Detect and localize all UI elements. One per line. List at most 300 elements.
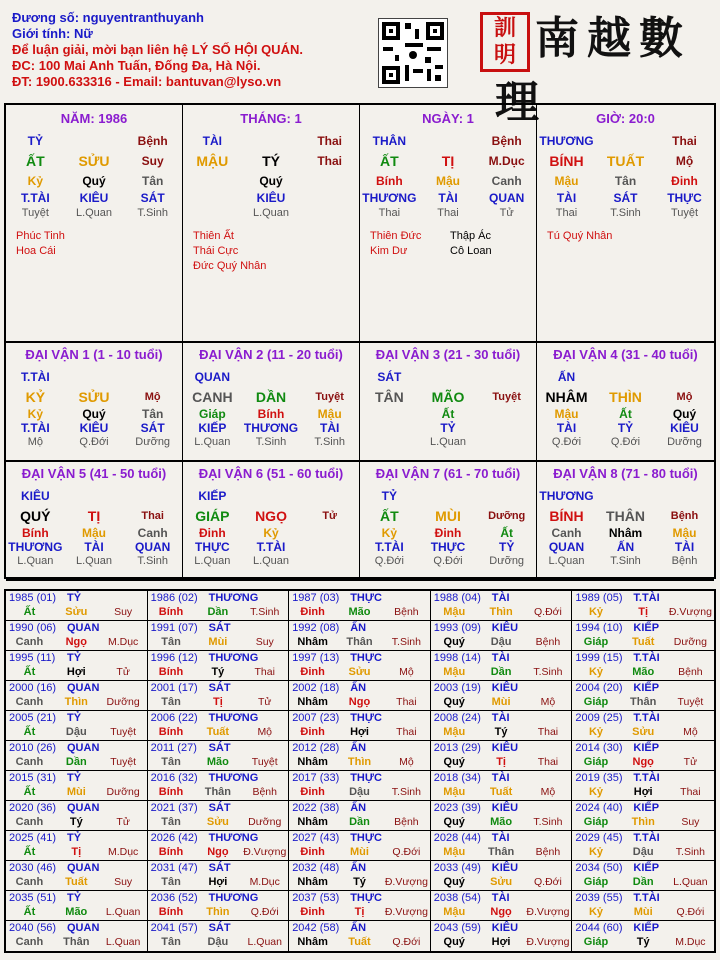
year-phase: Thai — [537, 756, 559, 768]
year-cell[interactable] — [6, 801, 148, 831]
year-label: 1999 (15) — [575, 652, 623, 664]
heavenly-stem: CANH — [192, 389, 233, 405]
year-label: 1998 (14) — [433, 652, 481, 664]
heavenly-stem: MẬU — [196, 153, 229, 169]
year-stem: Canh — [15, 756, 44, 768]
hidden-god: THƯƠNG — [8, 540, 63, 554]
branch-phase: Suy — [141, 154, 164, 168]
gender: Giới tính: Nữ — [12, 26, 93, 41]
heavenly-stem: ẤT — [26, 153, 45, 169]
year-label: 2005 (21) — [9, 712, 57, 724]
year-branch: Tị — [212, 696, 223, 708]
year-cell[interactable] — [431, 801, 573, 831]
year-god: KIẾP — [633, 922, 660, 934]
dai-van-1 — [6, 343, 183, 462]
year-stem: Tân — [161, 636, 181, 648]
year-cell[interactable] — [431, 741, 573, 771]
year-branch: Tuất — [348, 936, 371, 948]
year-branch: Ngọ — [632, 756, 654, 768]
year-branch: Tý — [69, 816, 83, 828]
year-label: 2020 (36) — [9, 802, 57, 814]
year-stem: Mậu — [443, 786, 466, 798]
year-cell[interactable] — [572, 861, 714, 891]
year-phase: Bệnh — [394, 816, 419, 828]
year-branch: Hợi — [208, 876, 228, 888]
hidden-stem: Canh — [491, 174, 522, 188]
branch-phase: Tuyệt — [315, 391, 344, 403]
hidden-god: TỶ — [499, 540, 515, 554]
year-cell[interactable] — [572, 891, 714, 921]
year-stem: Đinh — [300, 606, 325, 618]
hidden-stem: Bính — [22, 526, 49, 540]
hidden-god: SÁT — [140, 191, 165, 205]
year-cell[interactable] — [6, 651, 148, 681]
phone-email[interactable]: ĐT: 1900.633316 - Email: bantuvan@lyso.vn — [12, 74, 282, 89]
year-branch: Thân — [346, 636, 373, 648]
hidden-phase: L.Quan — [429, 436, 467, 448]
year-cell[interactable] — [289, 651, 431, 681]
hidden-phase: Q.Đới — [374, 555, 404, 567]
year-phase: Q.Đới — [250, 906, 279, 918]
hidden-god: TÀI — [320, 421, 340, 435]
year-cell[interactable] — [289, 621, 431, 651]
year-label: 2039 (55) — [575, 892, 623, 904]
hidden-stem: Kỷ — [27, 174, 43, 188]
stem-god: ẤN — [557, 370, 576, 384]
year-cell[interactable] — [572, 831, 714, 861]
year-cell[interactable] — [289, 891, 431, 921]
hidden-phase: L.Quan — [252, 555, 290, 567]
year-branch: Thìn — [206, 906, 230, 918]
hidden-god: KIÊU — [79, 191, 109, 205]
year-god: T.TÀI — [633, 772, 660, 784]
year-stem: Ất — [23, 726, 36, 738]
pillar-day — [360, 105, 537, 343]
year-branch: Hợi — [350, 726, 369, 738]
year-cell[interactable] — [148, 831, 290, 861]
pillar-month — [183, 105, 360, 343]
year-cell[interactable] — [148, 891, 290, 921]
year-branch: Tuất — [65, 876, 88, 888]
year-stem: Giáp — [583, 876, 609, 888]
hidden-stem: Mậu — [436, 174, 460, 188]
star-label: Thiên Ất — [193, 230, 234, 242]
year-cell[interactable] — [148, 921, 290, 951]
year-label: 2034 (50) — [575, 862, 623, 874]
stem-god: KIẾP — [198, 489, 227, 503]
year-god: TỶ — [67, 892, 82, 904]
dai-van-title: ĐẠI VẬN 6 (51 - 60 tuổi) — [198, 466, 344, 481]
year-branch: Dần — [632, 876, 654, 888]
year-branch: Sửu — [348, 666, 371, 678]
year-phase: Q.Đới — [534, 876, 562, 888]
year-cell[interactable] — [6, 861, 148, 891]
year-stem: Đinh — [300, 906, 325, 918]
qr-code-icon[interactable] — [378, 18, 448, 88]
year-cell[interactable] — [431, 771, 573, 801]
year-phase: Tuyệt — [110, 756, 137, 768]
hidden-stem: Tân — [142, 174, 164, 188]
dai-van-title: ĐẠI VẬN 8 (71 - 80 tuổi) — [553, 466, 698, 481]
branch-phase: Dưỡng — [488, 510, 526, 522]
year-label: 2021 (37) — [150, 802, 198, 814]
year-cell[interactable] — [6, 891, 148, 921]
hidden-stem: Mậu — [317, 407, 342, 421]
year-cell[interactable] — [289, 711, 431, 741]
year-stem: Bính — [158, 726, 184, 738]
year-phase: Đ.Vượng — [526, 936, 570, 948]
year-branch: Hợi — [633, 786, 653, 798]
year-cell[interactable] — [6, 771, 148, 801]
dai-van-8 — [537, 462, 714, 581]
header-info — [12, 10, 342, 90]
year-god: KIẾP — [633, 862, 660, 874]
year-cell[interactable] — [148, 801, 290, 831]
year-phase: Thai — [396, 726, 417, 738]
year-branch: Dậu — [207, 936, 229, 948]
year-phase: Thai — [537, 726, 559, 738]
year-branch: Ngọ — [65, 636, 87, 648]
year-god: ẤN — [350, 682, 367, 694]
hidden-god: T.TÀI — [256, 540, 286, 554]
year-cell[interactable] — [6, 591, 148, 621]
earthly-branch: MÃO — [431, 389, 465, 405]
hidden-god: TỶ — [440, 421, 456, 435]
year-god: TÀI — [491, 652, 510, 664]
year-phase: Mộ — [399, 666, 414, 678]
year-phase: T.Sinh — [391, 636, 421, 648]
year-label: 1997 (13) — [292, 652, 340, 664]
year-label: 2018 (34) — [433, 772, 481, 784]
year-phase: Dưỡng — [673, 636, 707, 648]
hidden-phase: T.Sinh — [314, 436, 345, 448]
hidden-god: THỰC — [195, 540, 230, 554]
year-god: T.TÀI — [633, 892, 660, 904]
year-god: KIẾP — [633, 682, 660, 694]
year-cell[interactable] — [289, 591, 431, 621]
year-branch: Tý — [636, 936, 650, 948]
hidden-god: THỰC — [430, 540, 466, 554]
year-branch: Thân — [487, 846, 515, 858]
year-branch: Tuất — [631, 636, 655, 648]
year-branch: Mùi — [633, 906, 653, 918]
hidden-stem: Ất — [500, 526, 514, 540]
year-branch: Sửu — [65, 606, 88, 618]
year-branch: Mùi — [491, 696, 511, 708]
hidden-god: SÁT — [140, 421, 165, 435]
year-god: THƯƠNG — [208, 832, 259, 844]
star-label: Đức Quý Nhân — [193, 260, 267, 272]
year-cell[interactable] — [289, 921, 431, 951]
year-label: 2029 (45) — [575, 832, 623, 844]
year-branch: Tý — [494, 726, 508, 738]
year-god: THỰC — [350, 712, 382, 724]
hidden-phase: T.Sinh — [255, 436, 287, 448]
year-phase: Tuyệt — [677, 696, 704, 708]
year-god: TỶ — [67, 832, 82, 844]
year-cell[interactable] — [6, 711, 148, 741]
year-god: ẤN — [350, 862, 367, 874]
hidden-god: SÁT — [613, 191, 638, 205]
star-label: Hoa Cái — [16, 245, 56, 257]
year-cell[interactable] — [6, 681, 148, 711]
year-branch: Mùi — [350, 846, 369, 858]
branch-phase: Thai — [317, 154, 343, 168]
year-stem: Bính — [158, 606, 184, 618]
hidden-stem: Ất — [441, 407, 455, 421]
year-god: SÁT — [208, 682, 231, 694]
year-stem: Bính — [158, 846, 184, 858]
year-branch: Dần — [490, 666, 512, 678]
year-stem: Nhâm — [297, 636, 328, 648]
branch-phase: Mộ — [676, 391, 693, 403]
year-cell[interactable] — [148, 591, 290, 621]
year-stem: Ất — [23, 846, 36, 858]
year-cell[interactable] — [148, 741, 290, 771]
year-phase: T.Sinh — [533, 666, 563, 678]
year-phase: Q.Đới — [676, 906, 705, 918]
pillar-title: THÁNG: 1 — [240, 111, 302, 126]
year-phase: Tử — [258, 696, 272, 708]
year-stem: Nhâm — [297, 816, 328, 828]
hidden-phase: T.Sinh — [610, 207, 641, 219]
year-phase: Bệnh — [394, 606, 419, 618]
year-god: KIÊU — [491, 802, 519, 814]
earthly-branch: TỊ — [441, 153, 455, 169]
year-cell[interactable] — [289, 861, 431, 891]
year-god: KIÊU — [491, 742, 519, 754]
year-stem: Giáp — [583, 696, 609, 708]
hidden-god: KIÊU — [79, 421, 109, 435]
year-god: SÁT — [208, 622, 231, 634]
year-cell[interactable] — [572, 621, 714, 651]
year-phase: Tuyệt — [251, 756, 278, 768]
earthly-branch: NGỌ — [255, 508, 287, 524]
annual-luck-table — [4, 589, 716, 953]
year-cell[interactable] — [572, 801, 714, 831]
hidden-phase: Thai — [437, 207, 459, 219]
year-cell[interactable] — [148, 861, 290, 891]
year-phase: Q.Đới — [534, 606, 562, 618]
year-branch: Hợi — [66, 666, 86, 678]
year-god: THƯƠNG — [208, 772, 259, 784]
year-cell[interactable] — [289, 831, 431, 861]
year-cell[interactable] — [289, 681, 431, 711]
star-label: Phúc Tinh — [16, 230, 65, 242]
star-label: Kim Dư — [370, 245, 408, 257]
year-label: 1994 (10) — [575, 622, 623, 634]
year-cell[interactable] — [572, 591, 714, 621]
year-branch: Tị — [354, 906, 365, 918]
year-cell[interactable] — [431, 831, 573, 861]
earthly-branch: THÌN — [609, 389, 642, 405]
year-branch: Dậu — [632, 846, 654, 858]
year-stem: Tân — [161, 876, 181, 888]
year-branch: Thìn — [631, 816, 655, 828]
year-cell[interactable] — [431, 621, 573, 651]
stem-god: QUAN — [194, 370, 230, 384]
year-god: THỰC — [350, 832, 382, 844]
year-stem: Tân — [161, 816, 181, 828]
year-label: 2033 (49) — [433, 862, 481, 874]
year-stem: Giáp — [583, 756, 609, 768]
hidden-phase: Dưỡng — [489, 555, 525, 567]
branch-phase: Mộ — [675, 154, 694, 168]
year-label: 2023 (39) — [433, 802, 481, 814]
year-label: 2019 (35) — [575, 772, 623, 784]
year-label: 2043 (59) — [433, 922, 481, 934]
year-cell[interactable] — [572, 771, 714, 801]
hidden-god: QUAN — [489, 191, 525, 205]
year-stem: Canh — [15, 936, 44, 948]
year-god: T.TÀI — [633, 592, 660, 604]
dai-van-4 — [537, 343, 714, 462]
year-cell[interactable] — [6, 831, 148, 861]
year-phase: Mộ — [399, 756, 414, 768]
year-branch: Dậu — [349, 786, 370, 798]
year-stem: Giáp — [583, 816, 609, 828]
year-stem: Bính — [158, 906, 184, 918]
year-cell[interactable] — [431, 651, 573, 681]
year-god: T.TÀI — [633, 832, 660, 844]
earthly-branch: TỊ — [87, 508, 101, 524]
hidden-phase: Q.Đới — [610, 436, 641, 448]
year-god: TÀI — [491, 712, 510, 724]
year-cell[interactable] — [148, 711, 290, 741]
hidden-stem: Kỷ — [27, 407, 43, 421]
hidden-god: ẤN — [616, 540, 635, 554]
year-cell[interactable] — [6, 741, 148, 771]
star-label: Thái Cực — [193, 245, 239, 257]
hidden-god: TÀI — [674, 540, 695, 554]
hidden-stem: Quý — [259, 174, 283, 188]
hidden-stem: Canh — [137, 526, 168, 540]
year-cell[interactable] — [431, 681, 573, 711]
year-stem: Ất — [23, 606, 36, 618]
year-cell[interactable] — [431, 921, 573, 951]
year-god: THƯƠNG — [208, 652, 259, 664]
year-branch: Sửu — [206, 816, 229, 828]
year-god: TỶ — [67, 772, 82, 784]
hidden-god: QUAN — [135, 540, 171, 554]
heavenly-stem: TÂN — [374, 389, 404, 405]
hidden-phase: Q.Đới — [79, 436, 109, 448]
year-branch: Thìn — [64, 696, 88, 708]
year-stem: Ất — [23, 666, 36, 678]
pillar-title: GIỜ: 20:0 — [596, 111, 655, 126]
hidden-god: KIÊU — [670, 421, 699, 435]
year-branch: Thìn — [347, 756, 372, 768]
hidden-stem: Quý — [82, 174, 106, 188]
dai-van-title: ĐẠI VẬN 2 (11 - 20 tuổi) — [199, 347, 343, 362]
year-cell[interactable] — [572, 711, 714, 741]
year-cell[interactable] — [148, 651, 290, 681]
hidden-phase: Q.Đới — [433, 555, 463, 567]
stem-god: TÀI — [202, 134, 222, 148]
stem-phase: Bệnh — [491, 134, 522, 148]
year-cell[interactable] — [431, 711, 573, 741]
year-branch: Dần — [65, 756, 87, 768]
year-cell[interactable] — [148, 771, 290, 801]
year-cell[interactable] — [431, 891, 573, 921]
year-label: 2013 (29) — [433, 742, 481, 754]
year-cell[interactable] — [289, 801, 431, 831]
hidden-phase: Bệnh — [671, 555, 698, 567]
heavenly-stem: GIÁP — [195, 508, 230, 524]
hidden-stem: Tân — [142, 407, 164, 421]
year-label: 2001 (17) — [150, 682, 198, 694]
year-cell[interactable] — [289, 741, 431, 771]
year-god: TỶ — [67, 652, 82, 664]
year-stem: Nhâm — [297, 936, 328, 948]
stem-god: TỶ — [27, 134, 43, 148]
hidden-phase: T.Sinh — [137, 207, 168, 219]
year-cell[interactable] — [572, 681, 714, 711]
year-stem: Ất — [23, 786, 36, 798]
year-cell[interactable] — [431, 591, 573, 621]
year-god: THỰC — [350, 652, 382, 664]
stem-god: TỶ — [381, 489, 397, 503]
year-cell[interactable] — [6, 921, 148, 951]
hidden-god: THƯƠNG — [362, 191, 417, 205]
year-label: 2007 (23) — [292, 712, 340, 724]
hidden-phase: Tuyệt — [670, 207, 699, 219]
hidden-god: THƯƠNG — [243, 421, 299, 435]
earthly-branch: DẦN — [255, 389, 287, 405]
year-cell[interactable] — [289, 771, 431, 801]
hidden-god: KIẾP — [198, 421, 227, 435]
year-cell[interactable] — [572, 921, 714, 951]
year-cell[interactable] — [431, 861, 573, 891]
year-stem: Quý — [443, 696, 465, 708]
year-god: T.TÀI — [633, 712, 660, 724]
year-god: KIẾP — [633, 742, 660, 754]
year-stem: Quý — [443, 636, 465, 648]
year-stem: Mậu — [443, 906, 466, 918]
year-phase: Suy — [255, 636, 274, 648]
year-cell[interactable] — [148, 621, 290, 651]
dai-van-3 — [360, 343, 537, 462]
year-stem: Đinh — [300, 666, 325, 678]
year-branch: Tị — [638, 606, 649, 618]
hidden-god: QUAN — [548, 540, 585, 554]
stem-phase: Bệnh — [137, 134, 168, 148]
year-god: ẤN — [350, 742, 367, 754]
year-stem: Đinh — [300, 786, 325, 798]
year-branch: Mão — [65, 906, 88, 918]
heavenly-stem: NHÂM — [545, 389, 588, 405]
year-god: QUAN — [67, 622, 100, 634]
year-label: 2004 (20) — [575, 682, 623, 694]
year-phase: M.Dục — [249, 876, 280, 888]
year-branch: Tý — [353, 876, 366, 888]
year-cell[interactable] — [148, 681, 290, 711]
year-phase: T.Sinh — [391, 786, 421, 798]
stem-god: T.TÀI — [21, 370, 50, 384]
year-cell[interactable] — [572, 741, 714, 771]
year-branch: Dần — [207, 606, 229, 618]
pillar-year — [6, 105, 183, 343]
year-cell[interactable] — [6, 621, 148, 651]
year-label: 2040 (56) — [9, 922, 57, 934]
earthly-branch: SỬU — [78, 389, 110, 405]
year-phase: Mộ — [540, 786, 556, 798]
year-branch: Tuất — [489, 786, 513, 798]
dai-van-title: ĐẠI VẬN 5 (41 - 50 tuổi) — [21, 466, 167, 481]
year-god: TÀI — [491, 772, 510, 784]
year-label: 2027 (43) — [292, 832, 340, 844]
year-cell[interactable] — [572, 651, 714, 681]
